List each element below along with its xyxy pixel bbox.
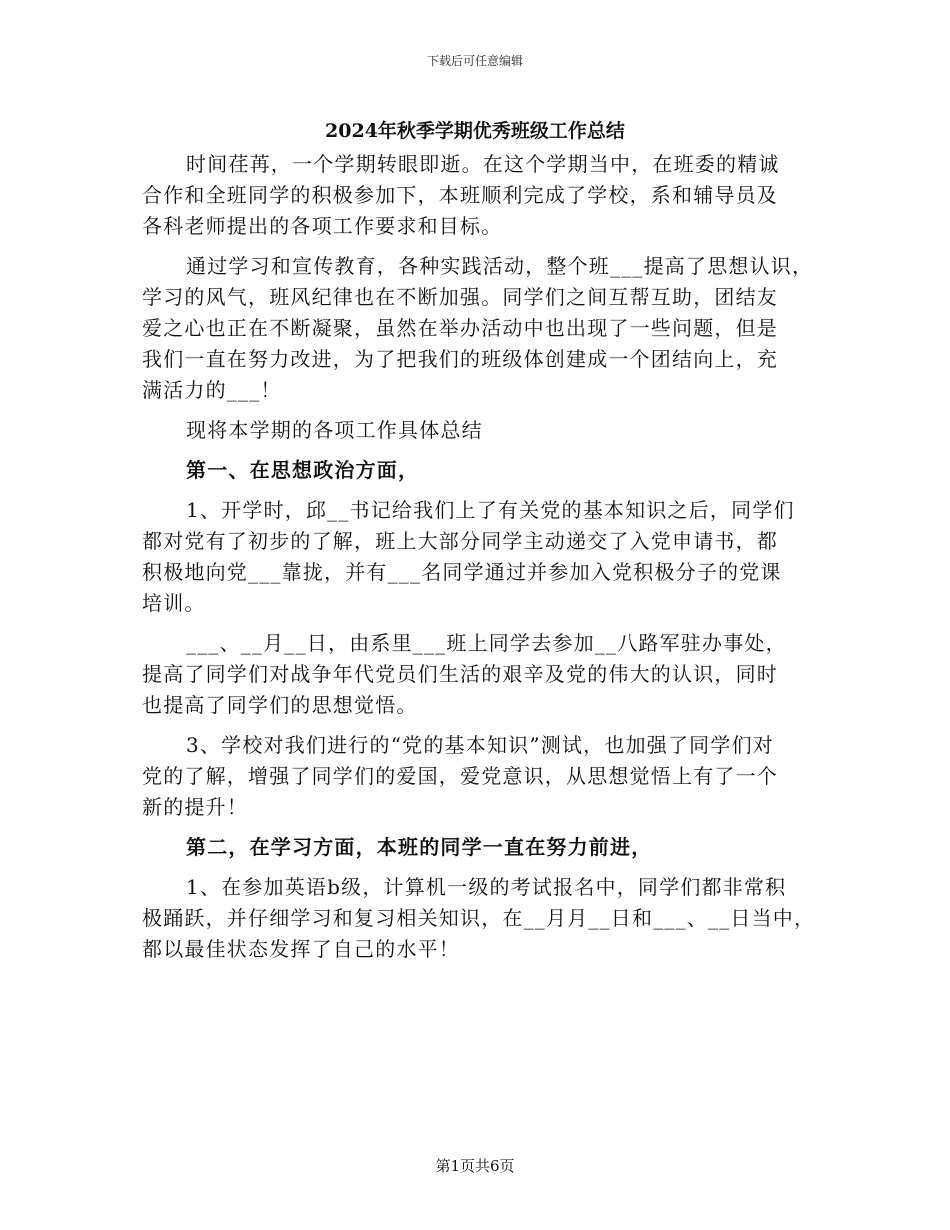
text-line: 满活力的___！ [142, 378, 282, 402]
paragraph-study-item-1 [142, 872, 827, 965]
text-line: 爱之心也正在不断凝聚，虽然在举办活动中也出现了一些问题，但是 [142, 316, 778, 340]
text-line: 都以最佳状态发挥了自己的水平！ [142, 937, 460, 961]
page-number: 第1页共6页 [435, 1157, 515, 1175]
text-line: 合作和全班同学的积极参加下，本班顺利完成了学校，系和辅导员及 [142, 183, 778, 207]
text-line: 都对党有了初步的了解，班上大部分同学主动递交了入党申请书，都 [142, 529, 778, 553]
paragraph-item-1 [142, 495, 827, 619]
text-line: 1、在参加英语b级，计算机一级的考试报名中，同学们都非常积 [186, 875, 787, 899]
paragraph-summary-intro [142, 415, 827, 446]
text-line: 新的提升！ [142, 795, 248, 819]
section-heading: 第一、在思想政治方面， [186, 458, 420, 482]
text-line: 极踊跃，并仔细学习和复习相关知识，在__月月__日和___、__日当中， [142, 906, 816, 930]
text-line: 1、开学时，邱__书记给我们上了有关党的基本知识之后，同学们 [186, 498, 795, 522]
text-line: 也提高了同学们的思想觉悟。 [142, 693, 418, 717]
text-line: 时间荏苒，一个学期转眼即逝。在这个学期当中，在班委的精诚 [186, 152, 780, 176]
paragraph-item-3 [142, 730, 827, 823]
document-body [142, 149, 827, 965]
text-line: 现将本学期的各项工作具体总结 [186, 418, 483, 442]
section-heading-politics [142, 455, 827, 486]
text-line: 我们一直在努力改进，为了把我们的班级体创建成一个团结向上，充 [142, 347, 778, 371]
text-line: 3、学校对我们进行的“党的基本知识”测试，也加强了同学们对 [186, 733, 774, 757]
text-line: 培训。 [142, 591, 206, 615]
paragraph-education [142, 251, 827, 406]
section-heading: 第二，在学习方面，本班的同学一直在努力前进， [186, 835, 653, 859]
paragraph-item-2 [142, 628, 827, 721]
text-line: ___、__月__日，由系里___班上同学去参加__八路军驻办事处， [186, 631, 787, 655]
text-line: 提高了同学们对战争年代党员们生活的艰辛及党的伟大的认识，同时 [142, 662, 778, 686]
document-title: 2024年秋季学期优秀班级工作总结 [325, 120, 625, 142]
text-line: 积极地向党___靠拢，并有___名同学通过并参加入党积极分子的党课 [142, 560, 782, 584]
text-line: 党的了解，增强了同学们的爱国，爱党意识，从思想觉悟上有了一个 [142, 764, 778, 788]
paragraph-intro [142, 149, 827, 242]
header-note: 下载后可任意编辑 [426, 54, 523, 68]
section-heading-study [142, 832, 827, 863]
text-line: 通过学习和宣传教育，各种实践活动，整个班___提高了思想认识， [186, 254, 814, 278]
text-line: 各科老师提出的各项工作要求和目标。 [142, 214, 503, 238]
text-line: 学习的风气，班风纪律也在不断加强。同学们之间互帮互助，团结友 [142, 285, 778, 309]
